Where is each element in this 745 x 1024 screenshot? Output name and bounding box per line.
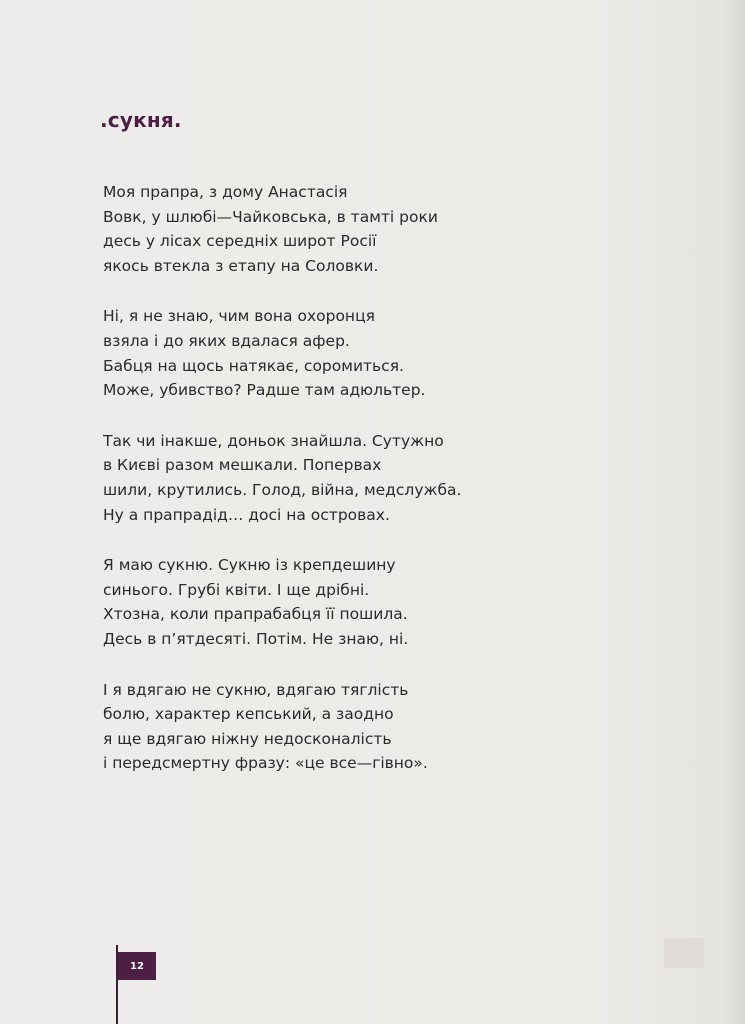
poem-line: болю, характер кепський, а заодно bbox=[103, 705, 394, 724]
poem-line: я ще вдягаю ніжну недосконалість bbox=[103, 729, 392, 748]
poem-line: Вовк, у шлюбі—Чайковська, в тамті роки bbox=[103, 207, 438, 226]
page-edge-shadow bbox=[723, 0, 745, 1024]
poem-body bbox=[103, 180, 543, 802]
poem-line: в Києві разом мешкали. Попервах bbox=[103, 456, 382, 475]
poem-line: Так чи інакше, доньок знайшла. Сутужно bbox=[103, 431, 444, 450]
poem-line: десь у лісах середніх широт Росії bbox=[103, 232, 377, 251]
stanza-2 bbox=[103, 304, 543, 402]
poem-line: Ні, я не знаю, чим вона охоронця bbox=[103, 307, 375, 326]
page-number-badge bbox=[118, 952, 156, 980]
poem-line: Я маю сукню. Сукню із крепдешину bbox=[103, 556, 396, 575]
poem-line: Бабця на щось натякає, соромиться. bbox=[103, 356, 404, 375]
poem-line: Хтозна, коли прапрабабця її пошила. bbox=[103, 605, 408, 624]
poem-line: взяла і до яких вдалася афер. bbox=[103, 331, 350, 350]
poem-line: Моя прапра, з дому Анастасія bbox=[103, 183, 348, 201]
stanza-1 bbox=[103, 180, 543, 278]
poem-line: І я вдягаю не сукню, вдягаю тяглість bbox=[103, 680, 409, 699]
poem-line: Може, убивство? Радше там адюльтер. bbox=[103, 381, 426, 400]
poem-line: якось втекла з етапу на Соловки. bbox=[103, 256, 379, 275]
poem-line: Ну а прапрадід… досі на островах. bbox=[103, 505, 390, 524]
poem-line: Десь в п’ятдесяті. Потім. Не знаю, ні. bbox=[103, 629, 409, 648]
bleed-through-mark bbox=[664, 938, 704, 968]
poem-title: .сукня. bbox=[100, 108, 182, 132]
poem-line: і передсмертну фразу: «це все—гівно». bbox=[103, 754, 428, 773]
page-number: 12 bbox=[130, 960, 144, 972]
stanza-3 bbox=[103, 429, 543, 527]
poem-line: синього. Грубі квіти. І ще дрібні. bbox=[103, 580, 370, 599]
poem-line: шили, крутились. Голод, війна, медслужба. bbox=[103, 480, 462, 499]
stanza-5 bbox=[103, 678, 543, 776]
stanza-4 bbox=[103, 553, 543, 651]
